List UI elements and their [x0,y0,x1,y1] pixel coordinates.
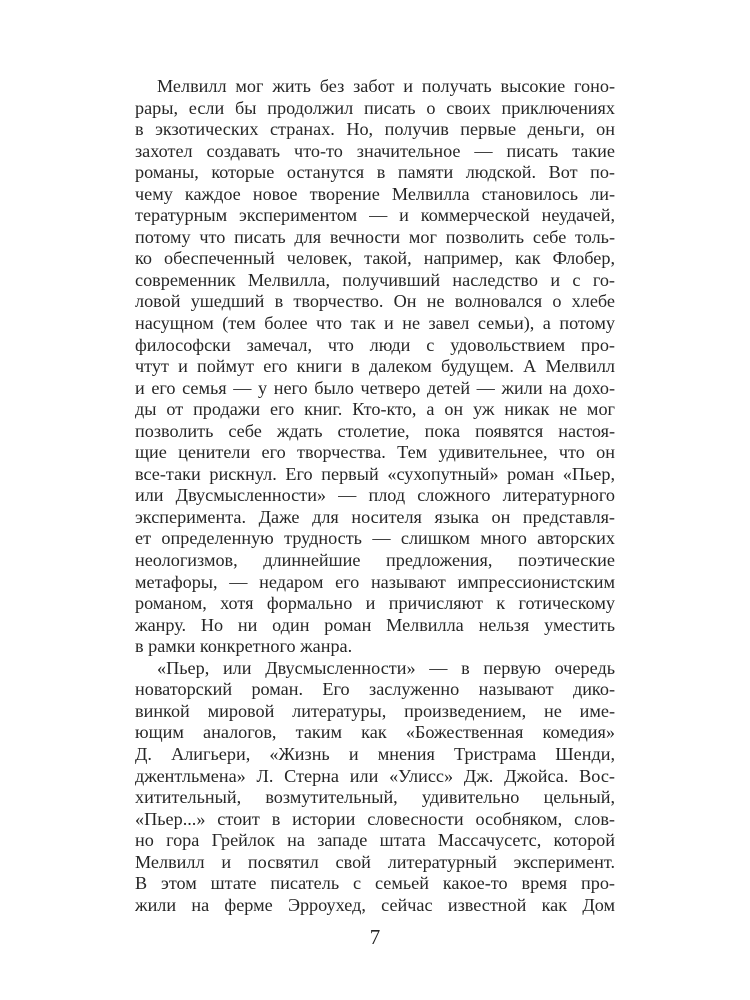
text-line: философски замечал, что люди с удовольствием про- [135,334,615,355]
text-line: новаторский роман. Его заслуженно называют дико- [135,679,615,700]
text-line: романы, которые останутся в памяти людской. Вот по- [135,162,615,183]
text-line: и его семья — у него было четверо детей — жили на дохо- [135,377,615,398]
text-line: рары, если бы продолжил писать о своих приключениях [135,97,615,118]
text-line: тературным экспериментом — и коммерческой неудачей, [135,205,615,226]
text-line: захотел создавать что-то значительное — писать такие [135,140,615,161]
text-line: романом, хотя формально и причисляют к готическому [135,593,615,614]
text-line: джентльмена» Л. Стерна или «Улисс» Дж. Джойса. Вос- [135,765,615,786]
text-line: неологизмов, длиннейшие предложения, поэтические [135,550,615,571]
text-line: ет определенную трудность — слишком много авторских [135,528,615,549]
paragraph [135,658,615,917]
text-line: современник Мелвилла, получивший наследство и с го- [135,269,615,290]
text-line: в экзотических странах. Но, получив первые деньги, он [135,119,615,140]
text-line: хитительный, возмутительный, удивительно цельный, [135,787,615,808]
text-line: насущном (тем более что так и не завел семьи), а потому [135,313,615,334]
text-line: метафоры, — недаром его называют импрессионистским [135,571,615,592]
text-line: Мелвилл и посвятил свой литературный эксперимент. [135,851,615,872]
page-number: 7 [369,925,381,949]
paragraph [135,76,615,658]
text-line: «Пьер, или Двусмысленности» — в первую очередь [157,657,615,678]
text-line: или Двусмысленности» — плод сложного литературного [135,485,615,506]
text-line: ды от продажи его книг. Кто-кто, а он уж никак не мог [135,399,615,420]
text-line: чтут и поймут его книги в далеком будущем. А Мелвилл [135,356,615,377]
text-line: все-таки рискнул. Его первый «сухопутный» роман «Пьер, [135,463,615,484]
text-line: «Пьер...» стоит в истории словесности особняком, слов- [135,808,615,829]
text-line: позволить себе ждать столетие, пока появятся настоя- [135,420,615,441]
text-line: жанру. Но ни один роман Мелвилла нельзя уместить [135,614,615,635]
text-line: потому что писать для вечности мог позволить себе толь- [135,226,615,247]
text-line: но гора Грейлок на западе штата Массачусетс, которой [135,830,615,851]
text-line: в рамки конкретного жанра. [135,636,353,657]
text-line: В этом штате писатель с семьей какое-то время про- [135,873,615,894]
text-line: винкой мировой литературы, произведением, не име- [135,700,615,721]
body-text [135,76,615,916]
text-line: щие ценители его творчества. Тем удивительнее, что он [135,442,615,463]
text-line: чему каждое новое творение Мелвилла становилось ли- [135,183,615,204]
text-line: жили на ферме Эрроухед, сейчас известной как Дом [135,894,615,915]
text-line: ко обеспеченный человек, такой, например, как Флобер, [135,248,615,269]
text-line: ловой ушедший в творчество. Он не волновался о хлебе [135,291,615,312]
text-line: Мелвилл мог жить без забот и получать высокие гоно- [157,76,615,96]
text-line: Д. Алигьери, «Жизнь и мнения Тристрама Шенди, [135,743,615,764]
text-line: ющим аналогов, таким как «Божественная комедия» [135,722,615,743]
text-line: эксперимента. Даже для носителя языка он представля- [135,506,615,527]
